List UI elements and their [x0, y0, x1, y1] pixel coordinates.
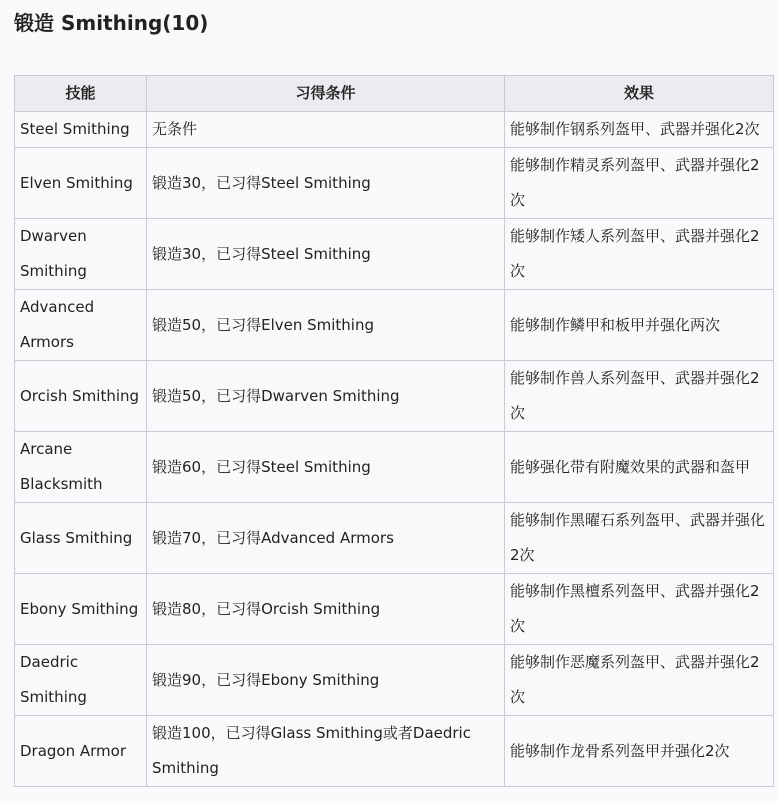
- table-row: [15, 112, 774, 148]
- table-row: [15, 716, 774, 787]
- effect-cell: 能够制作鳞甲和板甲并强化两次: [505, 290, 774, 361]
- skill-cell: Glass Smithing: [15, 503, 147, 574]
- effect-cell: 能够制作兽人系列盔甲、武器并强化2次: [505, 361, 774, 432]
- table-row: [15, 503, 774, 574]
- column-header-skill: 技能: [15, 76, 147, 112]
- skill-cell: Dwarven Smithing: [15, 219, 147, 290]
- requirement-cell: 锻造60，已习得Steel Smithing: [147, 432, 505, 503]
- requirement-cell: 锻造70，已习得Advanced Armors: [147, 503, 505, 574]
- skill-cell: Orcish Smithing: [15, 361, 147, 432]
- skill-cell: Ebony Smithing: [15, 574, 147, 645]
- skill-cell: Steel Smithing: [15, 112, 147, 148]
- smithing-skills-table: [14, 75, 774, 787]
- page-title: 锻造 Smithing(10): [14, 11, 209, 35]
- table-row: [15, 290, 774, 361]
- effect-cell: 能够制作钢系列盔甲、武器并强化2次: [505, 112, 774, 148]
- table-header-row: [15, 76, 774, 112]
- requirement-cell: 锻造50，已习得Elven Smithing: [147, 290, 505, 361]
- effect-cell: 能够制作精灵系列盔甲、武器并强化2次: [505, 148, 774, 219]
- requirement-cell: 锻造50，已习得Dwarven Smithing: [147, 361, 505, 432]
- skill-cell: Arcane Blacksmith: [15, 432, 147, 503]
- requirement-cell: 锻造100，已习得Glass Smithing或者Daedric Smithing: [147, 716, 505, 787]
- table-row: [15, 574, 774, 645]
- table-row: [15, 432, 774, 503]
- skill-cell: Dragon Armor: [15, 716, 147, 787]
- table-row: [15, 219, 774, 290]
- requirement-cell: 锻造30，已习得Steel Smithing: [147, 148, 505, 219]
- skill-cell: Daedric Smithing: [15, 645, 147, 716]
- requirement-cell: 锻造80，已习得Orcish Smithing: [147, 574, 505, 645]
- table-row: [15, 361, 774, 432]
- effect-cell: 能够制作黑曜石系列盔甲、武器并强化2次: [505, 503, 774, 574]
- table-row: [15, 148, 774, 219]
- effect-cell: 能够制作矮人系列盔甲、武器并强化2次: [505, 219, 774, 290]
- requirement-cell: 锻造30，已习得Steel Smithing: [147, 219, 505, 290]
- column-header-effect: 效果: [505, 76, 774, 112]
- skill-cell: Advanced Armors: [15, 290, 147, 361]
- table-row: [15, 645, 774, 716]
- effect-cell: 能够强化带有附魔效果的武器和盔甲: [505, 432, 774, 503]
- requirement-cell: 无条件: [147, 112, 505, 148]
- effect-cell: 能够制作龙骨系列盔甲并强化2次: [505, 716, 774, 787]
- skill-cell: Elven Smithing: [15, 148, 147, 219]
- effect-cell: 能够制作黑檀系列盔甲、武器并强化2次: [505, 574, 774, 645]
- effect-cell: 能够制作恶魔系列盔甲、武器并强化2次: [505, 645, 774, 716]
- requirement-cell: 锻造90，已习得Ebony Smithing: [147, 645, 505, 716]
- column-header-requirement: 习得条件: [147, 76, 505, 112]
